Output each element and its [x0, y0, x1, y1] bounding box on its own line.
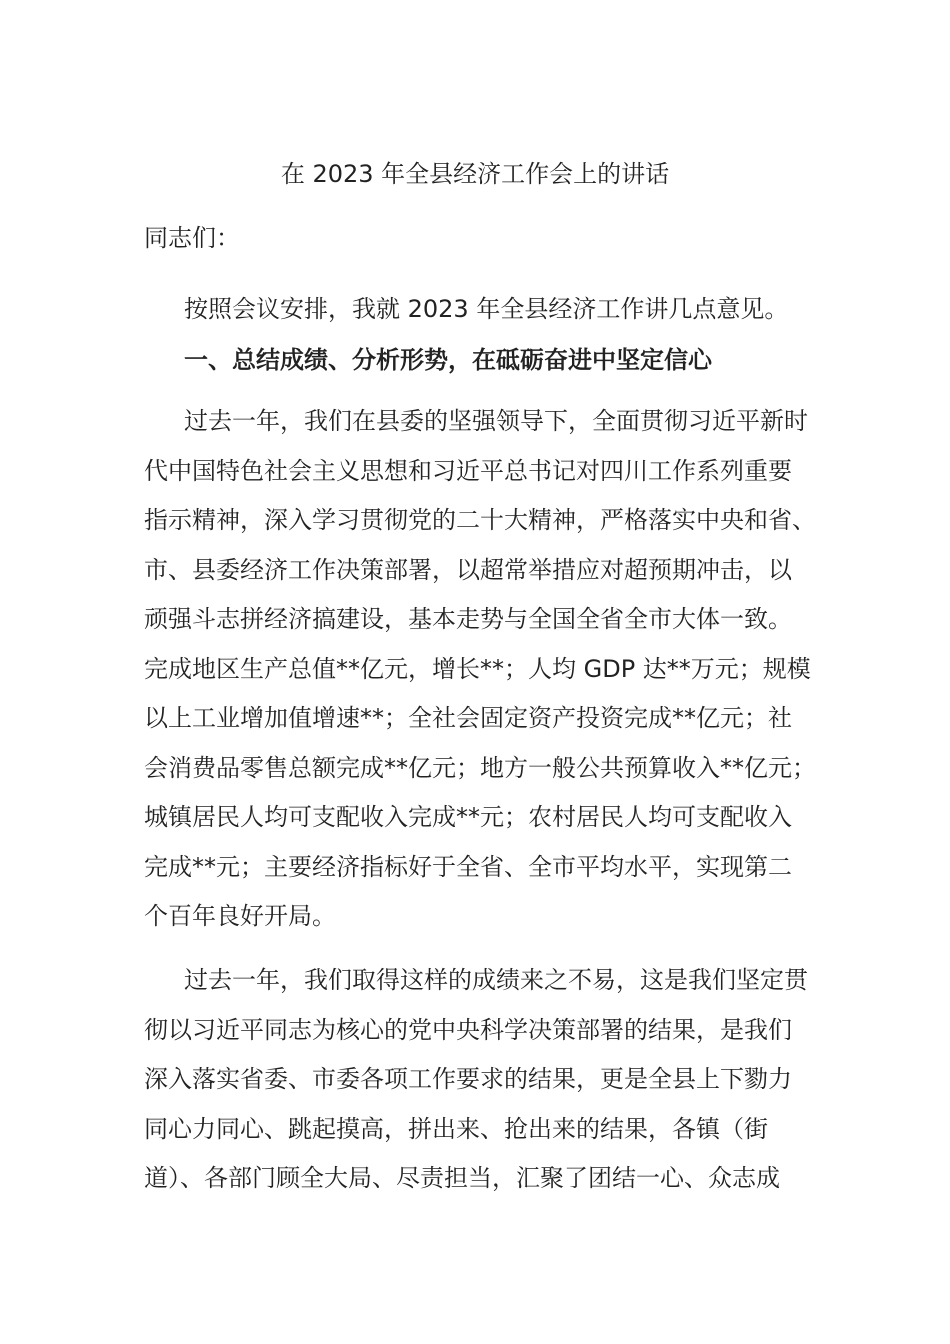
paragraph-line: 城镇居民人均可支配收入完成**元；农村居民人均可支配收入 — [144, 803, 792, 831]
paragraph-line: 代中国特色社会主义思想和习近平总书记对四川工作系列重要 — [144, 456, 792, 485]
paragraph-line: 彻以习近平同志为核心的党中央科学决策部署的结果，是我们 — [144, 1015, 792, 1044]
paragraph-line: 顽强斗志拼经济搞建设，基本走势与全国全省全市大体一致。 — [144, 605, 792, 633]
heading-1: 一、总结成绩、分析形势，在砥砺奋进中坚定信心 — [184, 346, 712, 374]
paragraph-2 — [144, 956, 824, 1204]
paragraph-line: 完成**元；主要经济指标好于全省、全市平均水平，实现第二 — [144, 852, 792, 881]
paragraph-1 — [144, 397, 824, 942]
paragraph-line: 指示精神，深入学习贯彻党的二十大精神，严格落实中央和省、 — [144, 506, 816, 534]
intro-paragraph — [144, 285, 824, 335]
section-heading — [144, 336, 824, 386]
paragraph-line: 同心力同心、跳起摸高，拼出来、抢出来的结果，各镇（街 — [144, 1114, 768, 1143]
intro-text: 按照会议安排，我就 2023 年全县经济工作讲几点意见。 — [184, 295, 789, 323]
paragraph-line: 过去一年，我们取得这样的成绩来之不易，这是我们坚定贯 — [184, 966, 808, 994]
paragraph-line: 个百年良好开局。 — [144, 902, 336, 930]
document-title: 在 2023 年全县经济工作会上的讲话 — [280, 160, 670, 188]
paragraph-line: 市、县委经济工作决策部署，以超常举措应对超预期冲击，以 — [144, 555, 792, 584]
paragraph-line: 过去一年，我们在县委的坚强领导下，全面贯彻习近平新时 — [184, 407, 808, 435]
paragraph-line: 以上工业增加值增速**；全社会固定资产投资完成**亿元；社 — [144, 704, 792, 732]
paragraph-line: 完成地区生产总值**亿元，增长**；人均 GDP 达**万元；规模 — [144, 654, 811, 683]
paragraph-line: 会消费品零售总额完成**亿元；地方一般公共预算收入**亿元； — [144, 753, 816, 782]
paragraph-line: 深入落实省委、市委各项工作要求的结果，更是全县上下勠力 — [144, 1065, 792, 1093]
greeting: 同志们： — [144, 224, 240, 252]
paragraph-line: 道）、各部门顾全大局、尽责担当，汇聚了团结一心、众志成 — [144, 1164, 780, 1192]
